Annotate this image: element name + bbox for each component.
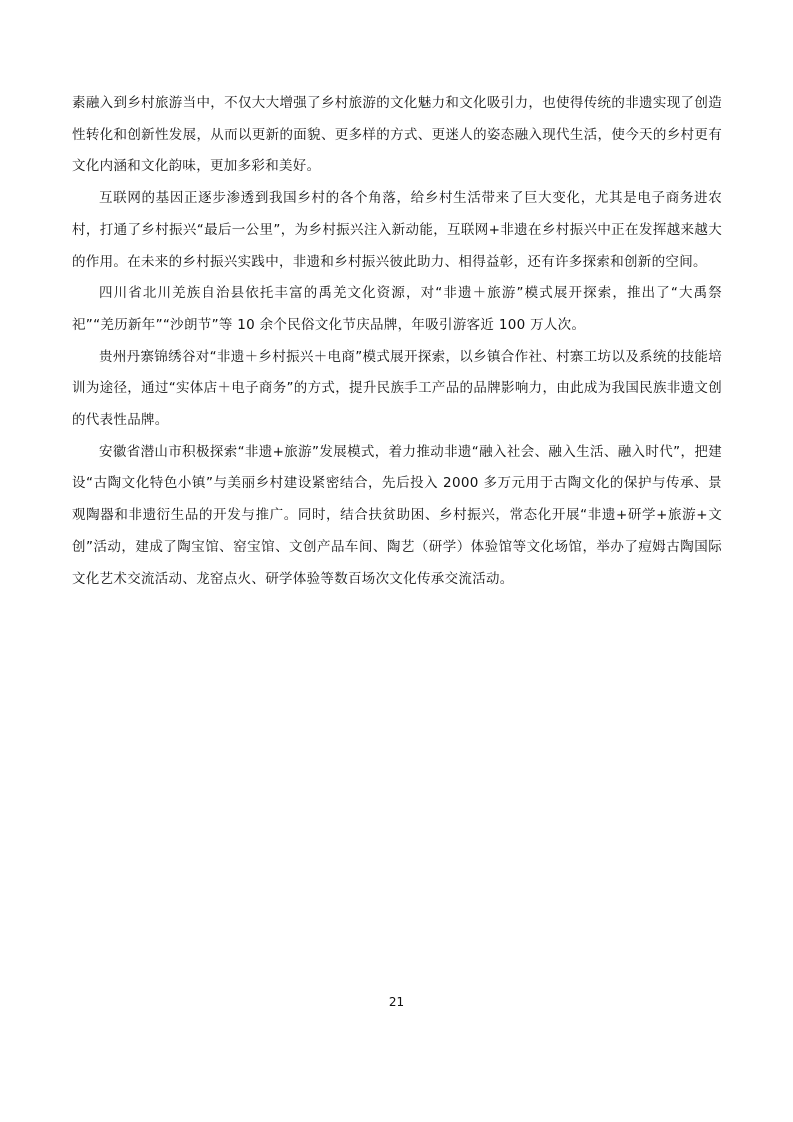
page-body xyxy=(72,88,722,595)
paragraph-danzhai-example: 贵州丹寨锦绣谷对“非遗＋乡村振兴＋电商”模式展开探索，以乡镇合作社、村寨工坊以及系统的技能培训为途径，通过“实体店＋电子商务”的方式，提升民族手工产品的品牌影响力，由此成为我国民族非遗文创的代表性品牌。 xyxy=(72,348,722,429)
paragraph-beichuan-example: 四川省北川羌族自治县依托丰富的禹羌文化资源，对“非遗＋旅游”模式展开探索，推出了“大禹祭祀”“羌历新年”“沙朗节”等 10 余个民俗文化节庆品牌，年吸引游客近 100 万人次。 xyxy=(72,285,722,333)
paragraph-qianshan-example: 安徽省潜山市积极探索“非遗+旅游”发展模式，着力推动非遗“融入社会、融入生活、融入时代”，把建设“古陶文化特色小镇”与美丽乡村建设紧密结合，先后投入 2000 多万元用于古陶文化的保护与传承、景观陶器和非遗衍生品的开发与推广。同时，结合扶贫助困、乡村振兴，常态化开展“非遗+研学+旅游+文创”活动，建成了陶宝馆、窑宝馆、文创产品车间、陶艺（研学）体验馆等文化场馆，举办了痘姆古陶国际文化艺术交流活动、龙窑点火、研学体验等数百场次文化传承交流活动。 xyxy=(72,443,722,587)
paragraph-continuation: 素融入到乡村旅游当中，不仅大大增强了乡村旅游的文化魅力和文化吸引力，也使得传统的非遗实现了创造性转化和创新性发展，从而以更新的面貌、更多样的方式、更迷人的姿态融入现代生活，使今天的乡村更有文化内涵和文化韵味，更加多彩和美好。 xyxy=(72,95,722,175)
page-number: 21 xyxy=(388,995,405,1009)
paragraph-internet-rural: 互联网的基因正逐步渗透到我国乡村的各个角落，给乡村生活带来了巨大变化，尤其是电子商务进农村，打通了乡村振兴“最后一公里”，为乡村振兴注入新动能，互联网+非遗在乡村振兴中正在发挥越来越大的作用。在未来的乡村振兴实践中，非遗和乡村振兴彼此助力、相得益彰，还有许多探索和创新的空间。 xyxy=(72,190,722,270)
